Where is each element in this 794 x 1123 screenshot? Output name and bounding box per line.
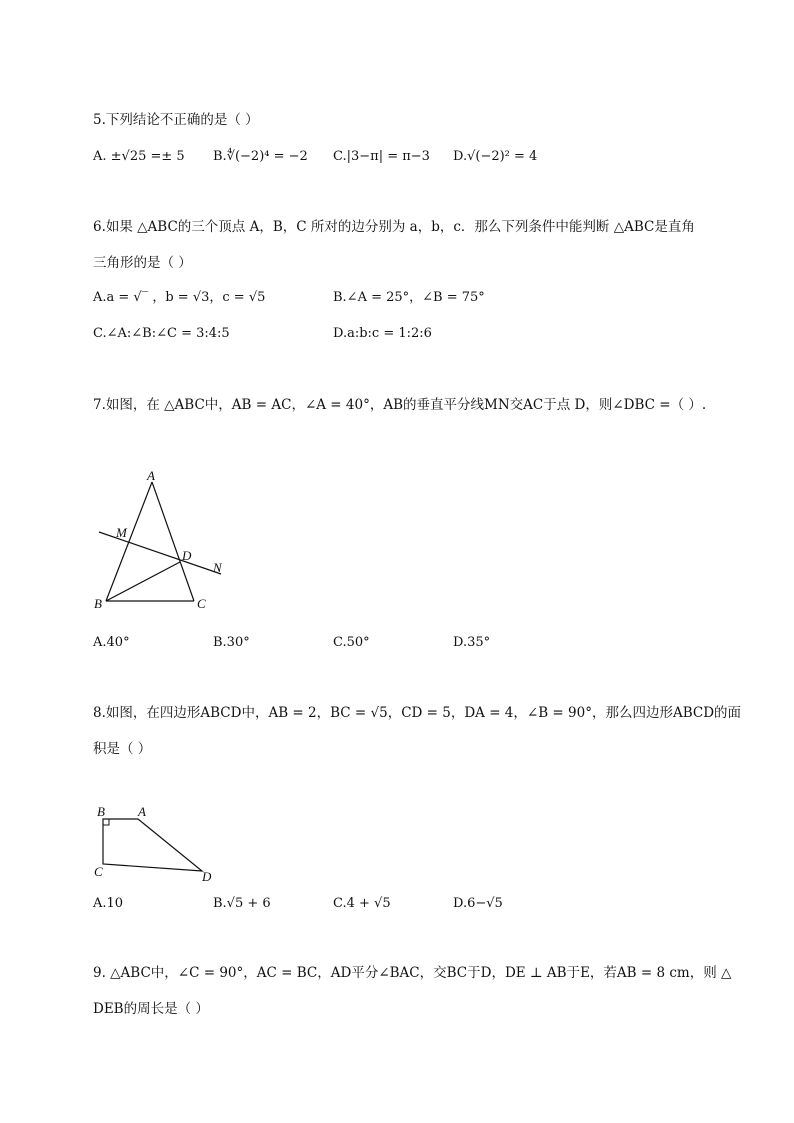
label-c: C xyxy=(94,864,103,879)
triangle-figure xyxy=(90,462,240,617)
label-a: A xyxy=(147,468,155,483)
question-5-option-d: D.√(−2)² = 4 xyxy=(453,149,538,164)
question-8-stem-line-1: 8.如图，在四边形ABCD中，AB = 2，BC = √5，CD = 5，DA = 4，∠B = 90°，那么四边形ABCD的面 xyxy=(93,705,742,721)
right-angle-mark xyxy=(103,819,109,825)
segment-bd xyxy=(106,562,180,601)
edge-ab xyxy=(106,482,152,601)
question-7-option-a: A.40° xyxy=(93,635,130,650)
label-b: B xyxy=(94,596,102,611)
label-b: B xyxy=(97,804,105,819)
question-8-stem-line-2: 积是（ ） xyxy=(93,741,152,757)
question-6-option-d: D.a:b:c = 1:2:6 xyxy=(333,326,432,341)
question-7-option-b: B.30° xyxy=(213,635,250,650)
question-5-stem: 5.下列结论不正确的是（ ） xyxy=(93,112,259,128)
question-8-option-b: B.√5 + 6 xyxy=(213,896,271,911)
label-d: D xyxy=(182,548,192,563)
edge-ac xyxy=(152,482,194,601)
question-7-option-d: D.35° xyxy=(453,635,491,650)
question-8-option-d: D.6−√5 xyxy=(453,896,503,911)
label-n: N xyxy=(213,560,222,575)
question-6-option-a: A.a = √‾ ，b = √3，c = √5 xyxy=(93,290,266,305)
question-8-option-c: C.4 + √5 xyxy=(333,896,391,911)
question-6-option-b: B.∠A = 25°，∠B = 75° xyxy=(333,290,485,305)
label-m: M xyxy=(116,525,127,540)
question-8-option-a: A.10 xyxy=(93,896,124,911)
question-7-stem: 7.如图，在 △ABC中，AB = AC，∠A = 40°，AB的垂直平分线MN交AC于点 D，则∠DBC =（ ）. xyxy=(93,397,707,413)
question-6-option-c: C.∠A:∠B:∠C = 3:4:5 xyxy=(93,326,230,341)
quadrilateral-figure xyxy=(90,800,225,885)
quadrilateral-abcd xyxy=(103,819,202,871)
question-9-stem-line-1: 9. △ABC中，∠C = 90°，AC = BC，AD平分∠BAC，交BC于D，DE ⊥ AB于E，若AB = 8 cm，则 △ xyxy=(93,965,732,981)
question-6-stem-line-1: 6.如果 △ABC的三个顶点 A，B，C 所对的边分别为 a，b，c．那么下列条件中能判断 △ABC是直角 xyxy=(93,219,695,235)
question-5-option-b: B.∜(−2)⁴ = −2 xyxy=(213,149,308,164)
label-a: A xyxy=(138,804,146,819)
question-5-option-c: C.|3−π| = π−3 xyxy=(333,149,430,164)
label-d: D xyxy=(202,869,212,884)
question-5-option-a: A. ±√25 =± 5 xyxy=(93,149,185,164)
label-c: C xyxy=(197,596,206,611)
question-7-option-c: C.50° xyxy=(333,635,370,650)
question-9-stem-line-2: DEB的周长是（ ） xyxy=(93,1001,209,1017)
question-6-stem-line-2: 三角形的是（ ） xyxy=(93,255,192,271)
